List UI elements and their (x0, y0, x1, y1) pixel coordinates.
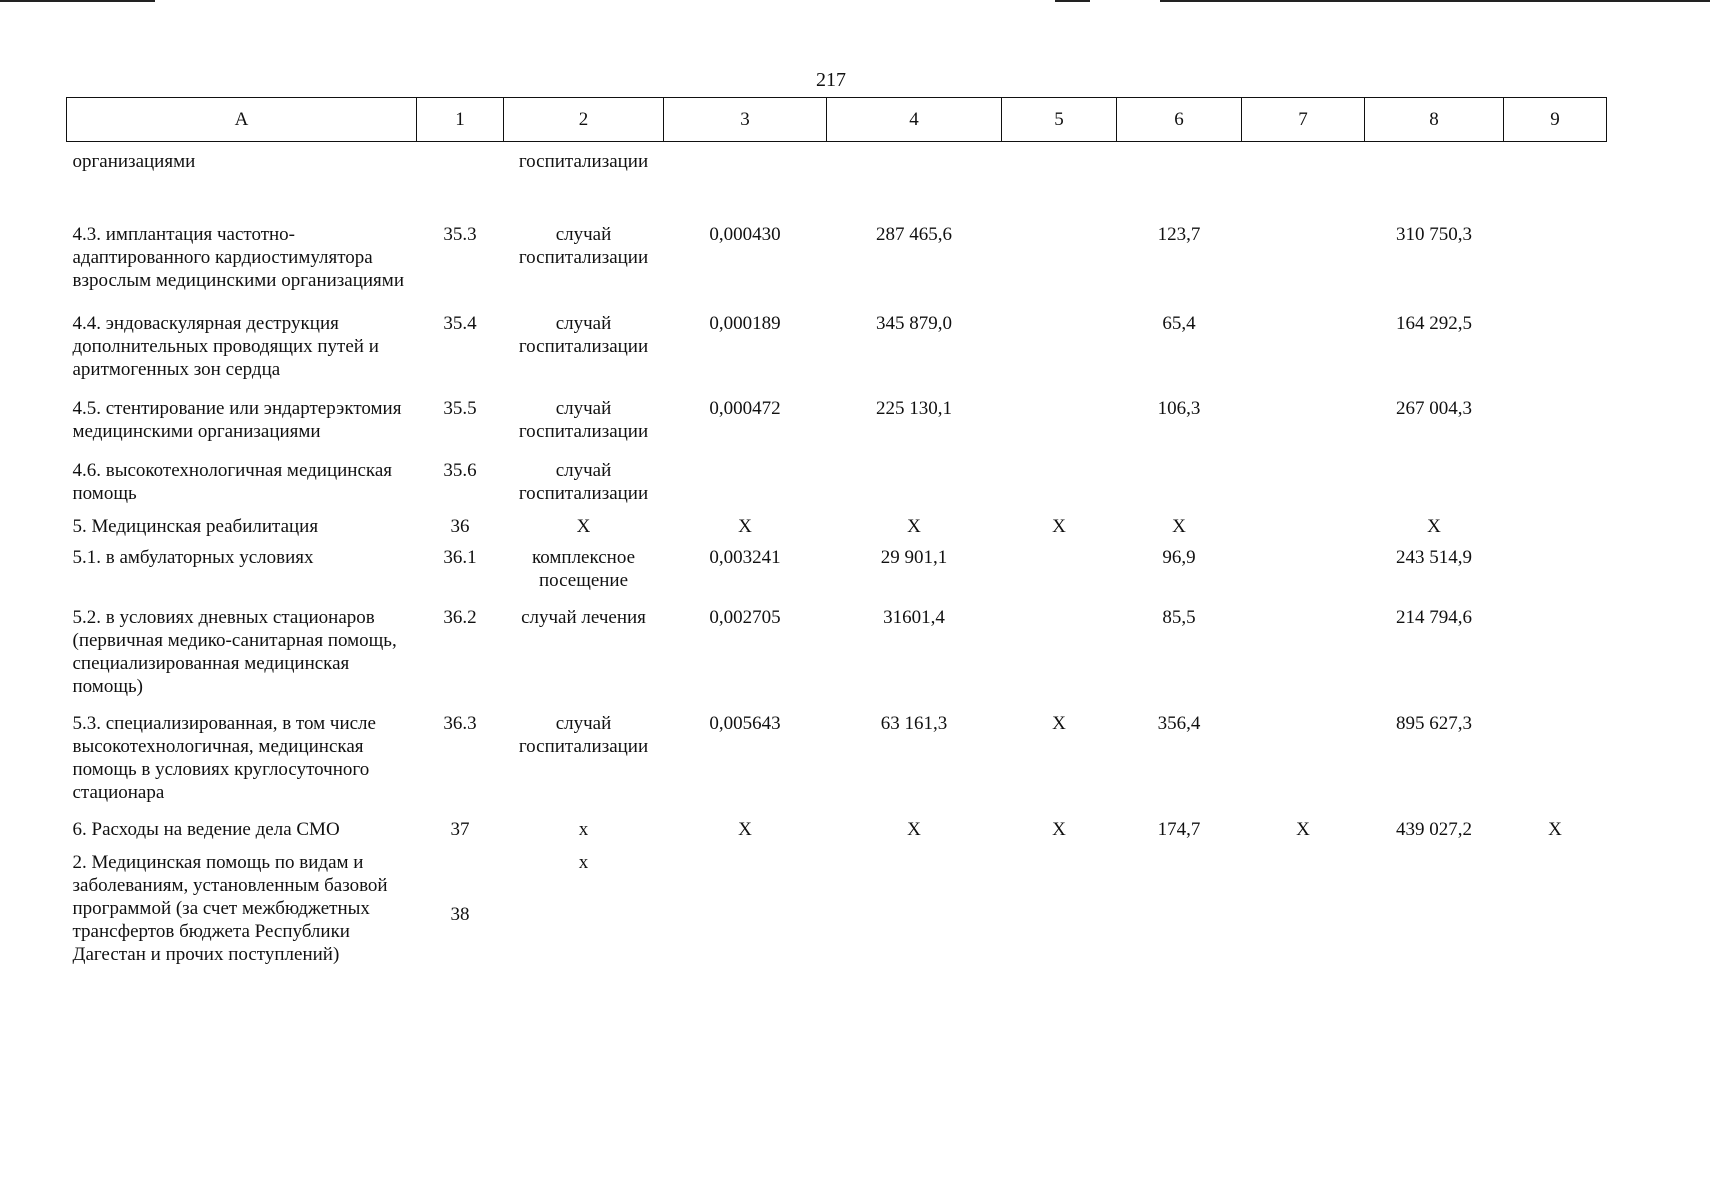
cell-col-5: X (1052, 713, 1066, 734)
cell-indicator: 6. Расходы на ведение дела СМО (72, 819, 340, 840)
page-number: 217 (816, 69, 846, 91)
cell-col-1: 36.2 (443, 607, 477, 628)
cell-col-9 (1504, 459, 1607, 515)
cell-col-4: 63 161,3 (880, 713, 948, 734)
cell-col-7 (1242, 312, 1365, 397)
table-row (67, 142, 1607, 224)
cell-indicator: 4.6. высокотехнологичная медицинская помощь (72, 460, 393, 504)
cell-col-8 (1365, 459, 1504, 515)
cell-col-4: 345 879,0 (876, 313, 952, 334)
cell-col-4: 29 901,1 (880, 547, 948, 568)
cell-col-1: 35.6 (443, 460, 477, 481)
cell-col-5: X (1052, 819, 1066, 840)
cell-col-1: 36 (450, 516, 470, 537)
cell-col-6 (1117, 142, 1242, 224)
cell-col-9 (1504, 851, 1607, 966)
cell-col-2: x (578, 819, 589, 840)
cell-indicator: 5.3. специализированная, в том числе высокотехнологичная, медицинская помощь в условиях круглосуточного стационара (72, 713, 376, 803)
cell-col-6: 106,3 (1157, 398, 1201, 419)
cell-col-2: случай госпитализации (518, 313, 649, 357)
table-row (67, 818, 1607, 851)
cell-col-9 (1504, 312, 1607, 397)
cell-col-7 (1242, 712, 1365, 818)
column-header-9: 9 (1504, 98, 1607, 142)
table-row (67, 459, 1607, 515)
cell-col-6: 123,7 (1157, 224, 1201, 245)
cell-col-8 (1365, 142, 1504, 224)
scan-artifact-right (1160, 0, 1620, 2)
cell-col-5 (1002, 312, 1117, 397)
cell-col-5 (1002, 397, 1117, 459)
cell-col-2: случай госпитализации (518, 224, 649, 268)
cell-col-7 (1242, 851, 1365, 966)
cell-col-2: комплексное посещение (531, 547, 636, 591)
cell-col-6: 85,5 (1162, 607, 1196, 628)
table-row (67, 312, 1607, 397)
cell-col-7: X (1296, 819, 1310, 840)
cell-col-3: 0,000189 (709, 313, 781, 334)
cell-col-3: 0,000430 (709, 224, 781, 245)
cell-col-2: случай лечения (521, 607, 646, 628)
column-header-6: 6 (1117, 98, 1242, 142)
cell-col-9 (1504, 515, 1607, 546)
cell-col-7 (1242, 223, 1365, 312)
cell-col-5: X (1052, 516, 1066, 537)
cell-col-8: 243 514,9 (1396, 547, 1472, 568)
cell-indicator: 4.5. стентирование или эндартерэктомия медицинскими организациями (72, 398, 402, 442)
column-header-7: 7 (1242, 98, 1365, 142)
column-header-2: 2 (504, 98, 664, 142)
table-row (67, 606, 1607, 712)
cell-col-5 (1002, 459, 1117, 515)
cell-col-6: 174,7 (1157, 819, 1201, 840)
column-header-5: 5 (1002, 98, 1117, 142)
cell-col-9 (1504, 606, 1607, 712)
cell-col-5 (1002, 606, 1117, 712)
cell-col-8: X (1427, 516, 1441, 537)
cell-col-8: 267 004,3 (1396, 398, 1472, 419)
cell-col-3 (664, 142, 827, 224)
cell-col-2: госпитализации (518, 151, 649, 172)
cell-col-4: 31601,4 (883, 607, 945, 628)
cell-col-8: 164 292,5 (1396, 313, 1472, 334)
table-row (67, 515, 1607, 546)
cell-col-1: 35.4 (443, 313, 477, 334)
cell-col-7 (1242, 397, 1365, 459)
column-header-1: 1 (417, 98, 504, 142)
cell-col-3: 0,003241 (709, 547, 781, 568)
header-row (67, 98, 1607, 142)
scan-artifact-far-right (1615, 0, 1710, 2)
scan-artifact-mid (1055, 0, 1090, 2)
cell-col-6: X (1172, 516, 1186, 537)
cell-col-6: 65,4 (1162, 313, 1196, 334)
cell-col-3: 0,000472 (709, 398, 781, 419)
cell-col-4 (827, 459, 1002, 515)
cell-col-6 (1117, 459, 1242, 515)
cell-col-4: 287 465,6 (876, 224, 952, 245)
cell-col-3 (664, 851, 827, 966)
cell-indicator: 5.1. в амбулаторных условиях (72, 547, 314, 568)
cell-col-6 (1117, 851, 1242, 966)
tariff-table (66, 97, 1607, 966)
cell-col-9 (1504, 223, 1607, 312)
cell-indicator: 5.2. в условиях дневных стационаров (первичная медико-санитарная помощь, специализированная медицинская помощь) (72, 607, 397, 697)
cell-col-8: 214 794,6 (1396, 607, 1472, 628)
cell-col-2: X (576, 516, 591, 537)
cell-col-5 (1002, 851, 1117, 966)
table-row (67, 546, 1607, 606)
cell-col-4: X (907, 819, 921, 840)
column-header-a: А (67, 98, 417, 142)
cell-col-2: x (578, 852, 589, 873)
cell-col-4: 225 130,1 (876, 398, 952, 419)
cell-col-1 (417, 142, 504, 224)
cell-col-1: 35.3 (443, 224, 477, 245)
cell-col-1: 36.3 (443, 713, 477, 734)
cell-col-8: 310 750,3 (1396, 224, 1472, 245)
cell-col-6: 356,4 (1157, 713, 1201, 734)
cell-col-3: 0,002705 (709, 607, 781, 628)
cell-indicator: 4.4. эндоваскулярная деструкция дополнительных проводящих путей и аритмогенных зон сердца (72, 313, 379, 380)
cell-col-9 (1504, 142, 1607, 224)
cell-col-1: 35.5 (443, 398, 477, 419)
cell-col-2: случай госпитализации (518, 398, 649, 442)
cell-col-7 (1242, 142, 1365, 224)
column-header-8: 8 (1365, 98, 1504, 142)
cell-indicator: 2. Медицинская помощь по видам и заболеваниям, установленным базовой программой (за счет межбюджетных трансфертов бюджета Республики Дагестан и прочих поступлений) (72, 852, 388, 965)
cell-col-3: X (738, 819, 752, 840)
scan-artifact-left (0, 0, 155, 2)
cell-col-9 (1504, 397, 1607, 459)
table-row (67, 712, 1607, 818)
cell-col-3 (664, 459, 827, 515)
cell-col-7 (1242, 515, 1365, 546)
table-row (67, 851, 1607, 966)
cell-col-7 (1242, 459, 1365, 515)
cell-col-2: случай госпитализации (518, 713, 649, 757)
cell-indicator: 5. Медицинская реабилитация (72, 516, 319, 537)
cell-col-5 (1002, 223, 1117, 312)
table-row (67, 397, 1607, 459)
cell-col-4 (827, 142, 1002, 224)
table-row (67, 223, 1607, 312)
cell-col-1: 36.1 (443, 547, 477, 568)
cell-indicator: организациями (72, 151, 196, 172)
cell-col-8 (1365, 851, 1504, 966)
column-header-4: 4 (827, 98, 1002, 142)
cell-col-1: 38 (450, 904, 470, 925)
cell-col-5 (1002, 142, 1117, 224)
cell-col-8: 895 627,3 (1396, 713, 1472, 734)
cell-col-3: 0,005643 (709, 713, 781, 734)
cell-col-1: 37 (450, 819, 470, 840)
cell-indicator: 4.3. имплантация частотно-адаптированного кардиостимулятора взрослым медицинскими организациями (72, 224, 404, 291)
cell-col-2: случай госпитализации (518, 460, 649, 504)
column-header-3: 3 (664, 98, 827, 142)
cell-col-9 (1504, 546, 1607, 606)
cell-col-5 (1002, 546, 1117, 606)
cell-col-4 (827, 851, 1002, 966)
cell-col-4: X (907, 516, 921, 537)
cell-col-6: 96,9 (1162, 547, 1196, 568)
cell-col-9 (1504, 712, 1607, 818)
cell-col-7 (1242, 606, 1365, 712)
cell-col-8: 439 027,2 (1396, 819, 1472, 840)
cell-col-3: X (738, 516, 752, 537)
cell-col-7 (1242, 546, 1365, 606)
cell-col-9: X (1548, 819, 1562, 840)
